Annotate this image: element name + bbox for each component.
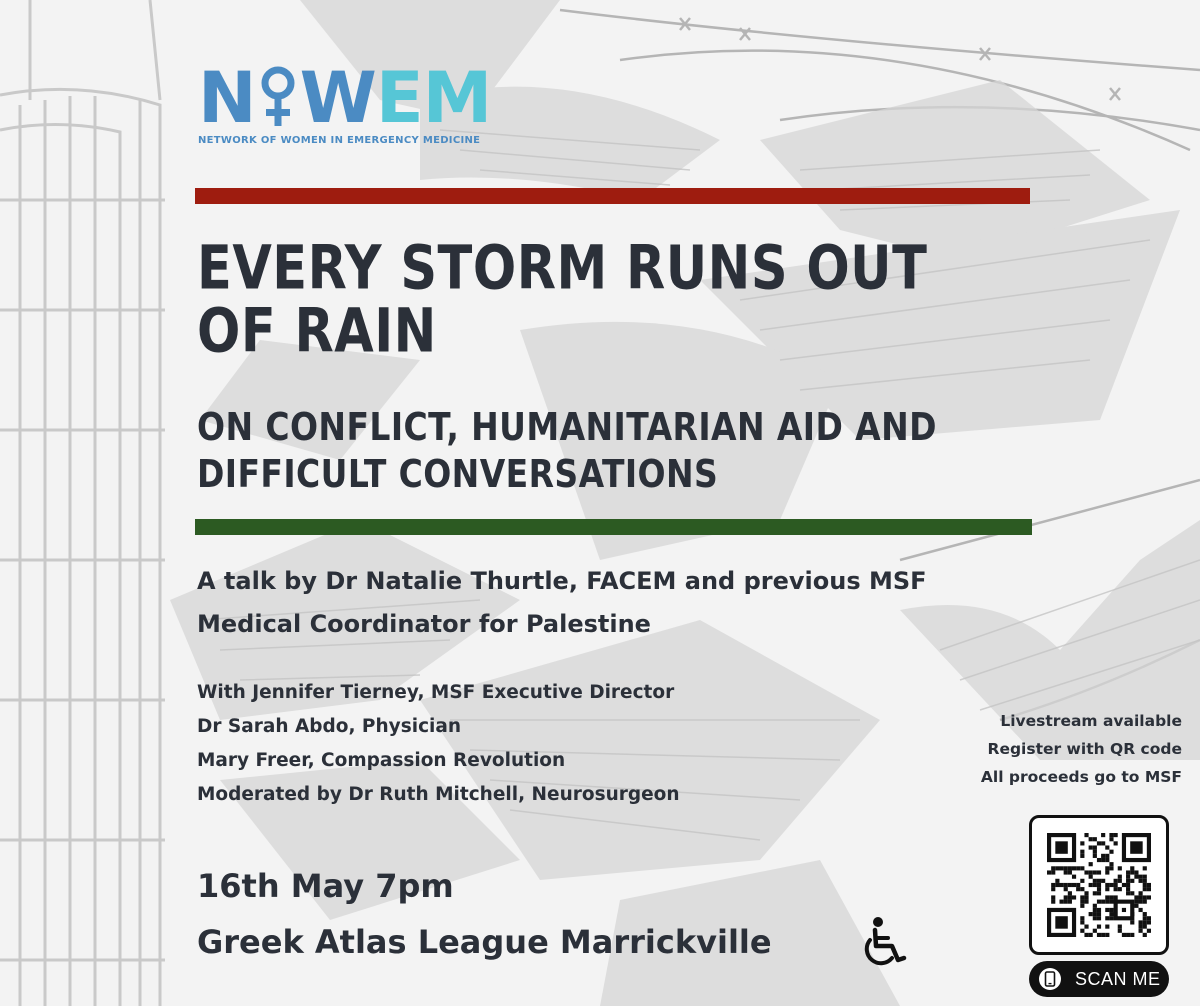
qr-code[interactable] xyxy=(1029,815,1169,955)
logo-letter-w: W xyxy=(299,57,376,139)
event-title xyxy=(197,234,997,367)
venus-symbol-icon xyxy=(258,61,298,133)
panelist: Mary Freer, Compassion Revolution xyxy=(197,750,566,771)
scan-me-label: SCAN ME xyxy=(1075,968,1161,989)
event-subtitle-line: ON CONFLICT, HUMANITARIAN AID AND xyxy=(197,404,937,449)
logo-letter-n: N xyxy=(198,57,256,139)
panel-list xyxy=(197,676,797,812)
green-divider xyxy=(195,519,1032,535)
panelist: Moderated by Dr Ruth Mitchell, Neurosurgeon xyxy=(197,784,680,805)
event-info xyxy=(922,707,1182,791)
event-venue: Greek Atlas League Marrickville xyxy=(197,923,772,961)
speaker-intro-line: Medical Coordinator for Palestine xyxy=(197,610,651,638)
event-subtitle xyxy=(197,403,1017,497)
speaker-intro-line: A talk by Dr Natalie Thurtle, FACEM and previous MSF xyxy=(197,567,927,595)
nowem-logo xyxy=(198,55,492,146)
phone-icon xyxy=(1039,968,1061,990)
scan-me-button[interactable] xyxy=(1029,961,1169,997)
panelist: Dr Sarah Abdo, Physician xyxy=(197,716,462,737)
event-title-line: EVERY STORM RUNS OUT xyxy=(197,234,928,305)
panelist: With Jennifer Tierney, MSF Executive Director xyxy=(197,682,675,703)
red-divider xyxy=(195,188,1030,204)
logo-letters-em: EM xyxy=(375,57,492,139)
birdcage-illustration xyxy=(0,0,165,1006)
logo-tagline: NETWORK OF WOMEN IN EMERGENCY MEDICINE xyxy=(198,135,481,146)
info-line: Register with QR code xyxy=(987,740,1182,758)
speaker-intro xyxy=(197,560,1037,646)
wheelchair-icon xyxy=(856,914,914,972)
event-subtitle-line: DIFFICULT CONVERSATIONS xyxy=(197,451,719,497)
event-title-line: OF RAIN xyxy=(197,297,437,367)
qr-code-pattern xyxy=(1047,833,1151,937)
event-date: 16th May 7pm xyxy=(197,867,454,905)
logo-wordmark xyxy=(198,55,492,139)
info-line: Livestream available xyxy=(1000,712,1182,730)
info-line: All proceeds go to MSF xyxy=(980,768,1182,786)
